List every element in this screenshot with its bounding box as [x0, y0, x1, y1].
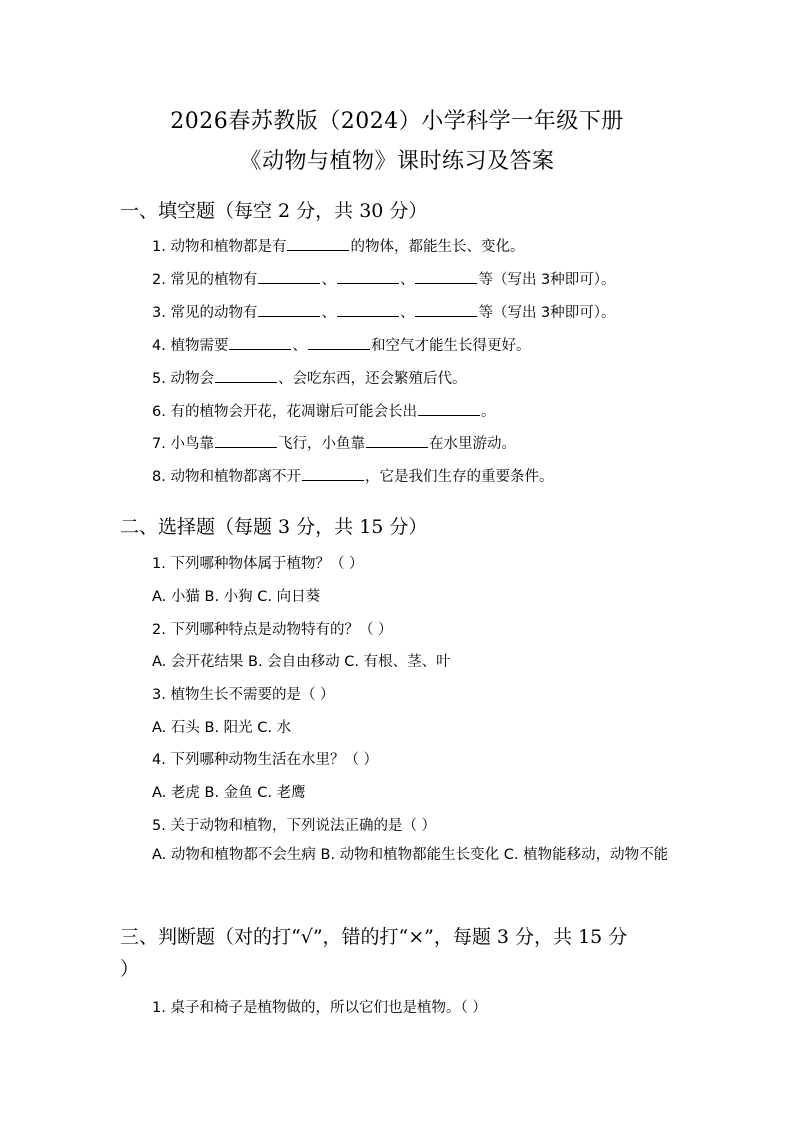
title-line-2: 《动物与植物》课时练习及答案	[239, 149, 555, 174]
answer-blank[interactable]	[229, 335, 291, 350]
section-2-heading: 二、选择题（每题 3 分，共 15 分）	[120, 516, 428, 538]
section-3-heading: 三、判断题（对的打“√”，错的打“×”，每题 3 分，共 15 分	[120, 926, 628, 948]
fill-question-4: 4. 植物需要 、 和空气才能生长得更好。	[152, 334, 530, 355]
fill-question-3: 3. 常见的动物有 、 、 等（写出 3种即可）。	[152, 301, 616, 322]
answer-blank[interactable]	[258, 302, 320, 317]
choice-question-4: 4. 下列哪种动物生活在水里？（ ）	[152, 752, 379, 768]
choice-question-3: 3. 植物生长不需要的是（ ）	[152, 687, 335, 703]
answer-blank[interactable]	[337, 302, 399, 317]
choice-options-3: A. 石头 B. 阳光 C. 水	[152, 720, 292, 736]
fill-question-1: 1. 动物和植物都是有 的物体，都能生长、变化。	[152, 235, 524, 256]
fill-question-5: 5. 动物会 、会吃东西，还会繁殖后代。	[152, 367, 466, 388]
answer-blank[interactable]	[337, 269, 399, 284]
fill-question-6: 6. 有的植物会开花，花凋谢后可能会长出 。	[152, 400, 495, 421]
section-1-heading: 一、填空题（每空 2 分，共 30 分）	[120, 200, 428, 222]
title-line-1: 2026春苏教版（2024）小学科学一年级下册	[170, 109, 624, 134]
answer-blank[interactable]	[366, 433, 428, 448]
choice-options-4: A. 老虎 B. 金鱼 C. 老鹰	[152, 785, 306, 801]
answer-blank[interactable]	[215, 433, 277, 448]
fill-question-2: 2. 常见的植物有 、 、 等（写出 3种即可）。	[152, 268, 616, 289]
judge-question-1: 1. 桌子和椅子是植物做的，所以它们也是植物。（ ）	[152, 1000, 487, 1016]
choice-question-2: 2. 下列哪种特点是动物特有的？（ ）	[152, 622, 393, 638]
answer-blank[interactable]	[415, 269, 477, 284]
answer-blank[interactable]	[287, 236, 349, 251]
choice-question-1: 1. 下列哪种物体属于植物？（ ）	[152, 556, 364, 572]
choice-options-5: A. 动物和植物都不会生病 B. 动物和植物都能生长变化 C. 植物能移动，动物不能	[152, 847, 669, 863]
answer-blank[interactable]	[418, 401, 480, 416]
answer-blank[interactable]	[302, 466, 364, 481]
answer-blank[interactable]	[415, 302, 477, 317]
choice-options-2: A. 会开花结果 B. 会自由移动 C. 有根、茎、叶	[152, 654, 451, 670]
choice-question-5: 5. 关于动物和植物，下列说法正确的是（ ）	[152, 818, 437, 834]
fill-question-8: 8. 动物和植物都离不开 ，它是我们生存的重要条件。	[152, 465, 553, 486]
answer-blank[interactable]	[215, 368, 277, 383]
fill-question-7: 7. 小鸟靠 飞行，小鱼靠 在水里游动。	[152, 432, 516, 453]
choice-options-1: A. 小猫 B. 小狗 C. 向日葵	[152, 589, 321, 605]
section-3-heading-wrap: ）	[120, 958, 140, 980]
answer-blank[interactable]	[308, 335, 370, 350]
answer-blank[interactable]	[258, 269, 320, 284]
